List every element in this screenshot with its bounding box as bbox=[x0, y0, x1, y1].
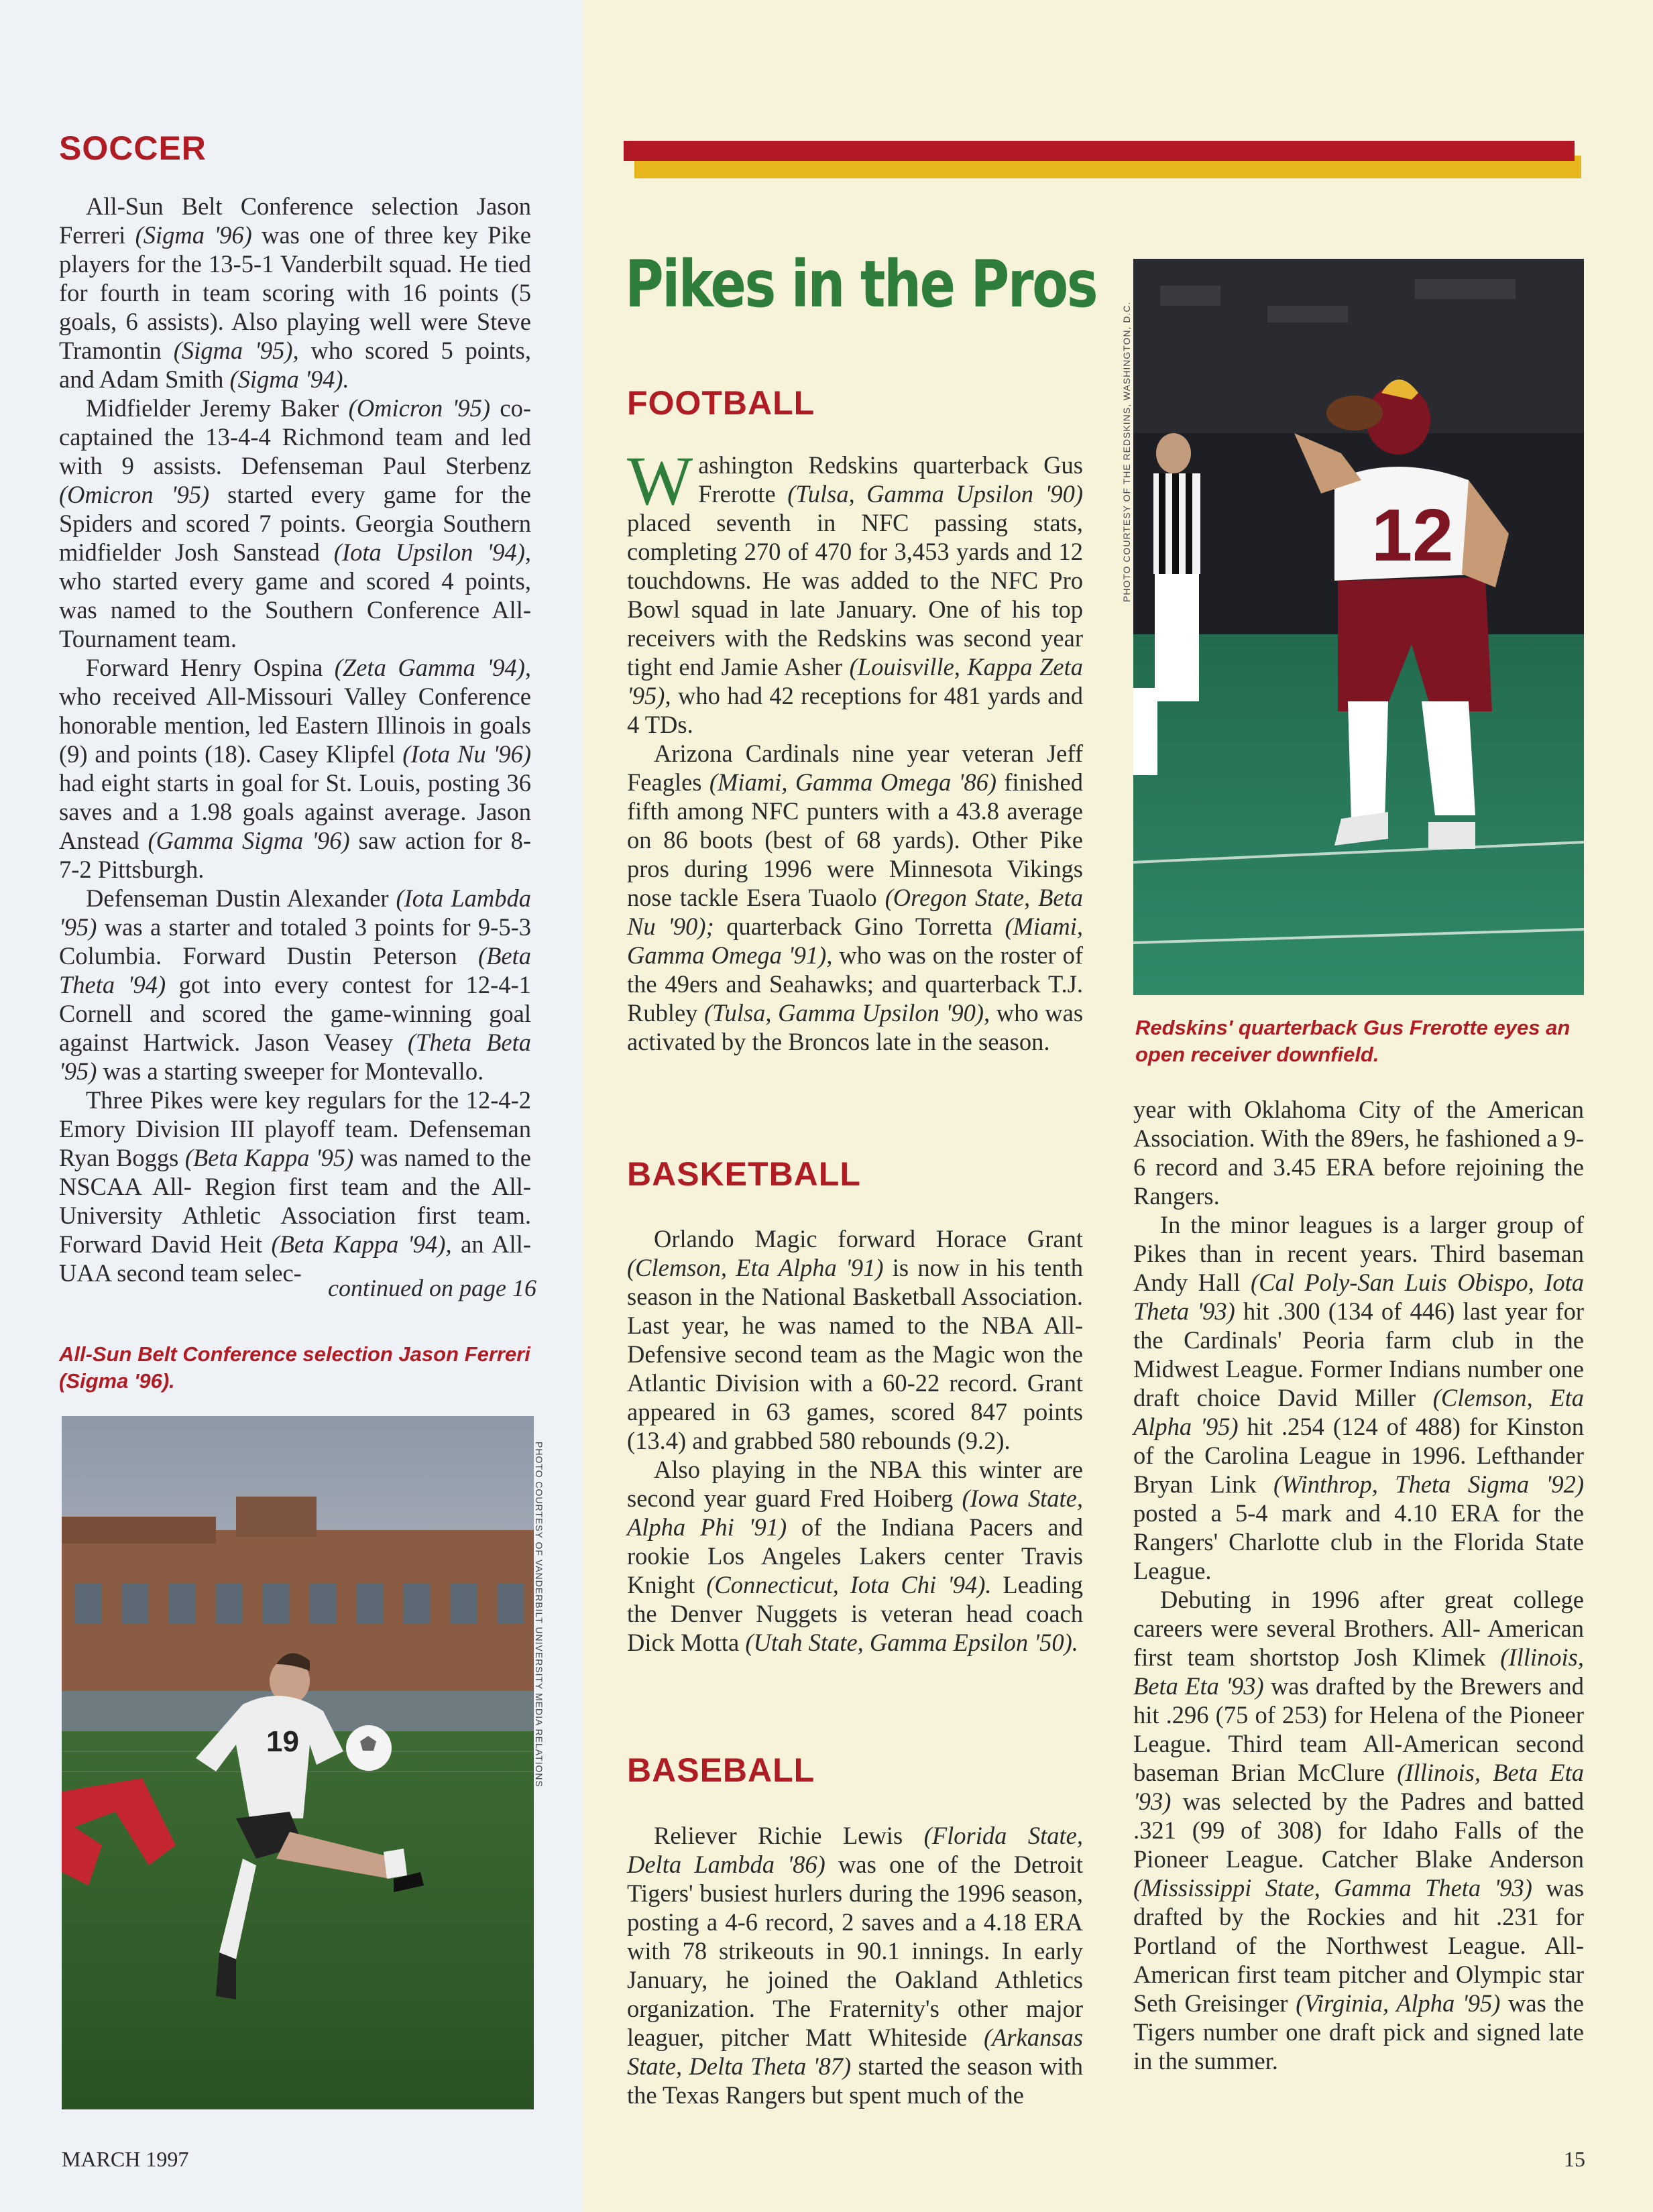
soccer-photo-credit: PHOTO COURTESY OF VANDERBILT UNIVERSITY MEDIA RELATIONS bbox=[534, 1442, 545, 1788]
baseball-heading: BASEBALL bbox=[627, 1751, 815, 1789]
chapter-affiliation: (Miami, Gamma Omega '86) bbox=[709, 768, 997, 796]
article-text: was drafted by the Brewers and hit .296 (75 of 253) for Helena of the Pioneer League. Third team All-American second baseman Brian McClure bbox=[1133, 1672, 1584, 1786]
article-text: who started every game and scored 4 points, was named to the Southern Conference All-Tournament team. bbox=[59, 567, 531, 652]
article-text: In the minor leagues is a larger group of Pikes than in recent years. Third baseman Andy Hall bbox=[1133, 1211, 1584, 1296]
football-photo-credit: PHOTO COURTESY OF THE REDSKINS, WASHINGTON, D.C. bbox=[1121, 301, 1132, 602]
article-text: who was activated by the Broncos late in the season. bbox=[627, 999, 1084, 1055]
chapter-affiliation: (Oregon State, Beta Nu '90); bbox=[627, 884, 1083, 940]
baseball-article bbox=[627, 1821, 1083, 2109]
chapter-affiliation: (Illinois, Beta Eta '93) bbox=[1133, 1759, 1584, 1815]
chapter-affiliation: (Iowa State, Alpha Phi '91) bbox=[627, 1485, 1083, 1541]
article-text: year with Oklahoma City of the American Association. With the 89ers, he fashioned a 9-6 record and 3.45 ERA before rejoining the Rangers. bbox=[1133, 1096, 1584, 1210]
article-text: was a starter and totaled 3 points for 9-5-3 Columbia. Forward Dustin Peterson bbox=[59, 913, 531, 970]
chapter-affiliation: (Zeta Gamma '94), bbox=[334, 654, 531, 681]
article-paragraph bbox=[627, 1224, 1083, 1455]
article-text: hit .300 (134 of 446) last year for the Cardinals' Peoria farm club in the Midwest League. Former Indians number one draft choice David Miller bbox=[1133, 1297, 1584, 1411]
chapter-affiliation: (Iota Upsilon '94), bbox=[333, 538, 531, 566]
chapter-affiliation: (Illinois, Beta Eta '93) bbox=[1133, 1643, 1584, 1700]
football-heading: FOOTBALL bbox=[627, 384, 815, 422]
article-paragraph bbox=[627, 1821, 1083, 2109]
chapter-affiliation: (Sigma '95), bbox=[173, 337, 299, 364]
continued-note: continued on page 16 bbox=[328, 1275, 536, 1301]
article-text: quarterback Gino Torretta bbox=[714, 913, 1005, 940]
soccer-photo-caption: All-Sun Belt Conference selection Jason Ferreri (Sigma '96). bbox=[59, 1342, 530, 1393]
chapter-affiliation: (Sigma '96) bbox=[135, 221, 252, 249]
chapter-affiliation: (Florida State, Delta Lambda '86) bbox=[627, 1822, 1083, 1878]
article-text: Debuting in 1996 after great college careers were several Brothers. All- American first team shortstop Josh Klimek bbox=[1133, 1586, 1584, 1671]
chapter-affiliation: (Theta Beta '95) bbox=[59, 1029, 531, 1085]
article-text: who received All-Missouri Valley Conference honorable mention, led Eastern Illinois in goals (9) and points (18). Casey Klipfel bbox=[59, 683, 531, 768]
chapter-affiliation: (Cal Poly-San Luis Obispo, Iota Theta '93) bbox=[1133, 1269, 1584, 1325]
chapter-affiliation: (Connecticut, Iota Chi '94). bbox=[706, 1571, 992, 1598]
chapter-affiliation: (Beta Kappa '95) bbox=[184, 1144, 354, 1171]
article-text: finished fifth among NFC punters with a 43.8 average on 86 boots (best of 68 yards). Other Pike pros during 1996 were Minnesota Vikings nose tackle Esera Tuaolo bbox=[627, 768, 1083, 911]
chapter-affiliation: (Arkansas State, Delta Theta '87) bbox=[627, 2024, 1083, 2080]
chapter-affiliation: (Mississippi State, Gamma Theta '93) bbox=[1133, 1874, 1532, 1902]
article-text: Three Pikes were key regulars for the 12-4-2 Emory Division III playoff team. Defenseman Ryan Boggs bbox=[59, 1086, 531, 1171]
article-text: was selected by the Padres and batted .321 (99 of 308) for Idaho Falls of the Pioneer League. Catcher Blake Anderson bbox=[1133, 1788, 1584, 1873]
article-paragraph bbox=[1133, 1210, 1584, 1585]
chapter-affiliation: (Gamma Sigma '96) bbox=[148, 827, 350, 854]
article-text: saw action for 8-7-2 Pittsburgh. bbox=[59, 827, 531, 883]
article-text: ashington Redskins quarterback Gus Frerotte bbox=[698, 451, 1083, 508]
football-jersey-number: 12 bbox=[1371, 494, 1454, 577]
article-paragraph bbox=[1133, 1095, 1584, 1210]
page-number: 15 bbox=[1564, 2147, 1585, 2171]
soccer-photo bbox=[62, 1416, 534, 2109]
article-paragraph bbox=[59, 1086, 531, 1287]
article-text: Orlando Magic forward Horace Grant bbox=[654, 1225, 1083, 1253]
article-paragraph bbox=[627, 1455, 1083, 1657]
football-photo bbox=[1133, 259, 1584, 995]
football-photo-caption: Redskins' quarterback Gus Frerotte eyes an open receiver downfield. bbox=[1135, 1016, 1571, 1066]
soccer-heading: SOCCER bbox=[59, 129, 207, 167]
article-paragraph bbox=[59, 653, 531, 884]
article-text: All-Sun Belt Conference selection Jason Ferreri bbox=[59, 192, 531, 249]
article-paragraph bbox=[59, 884, 531, 1086]
chapter-affiliation: (Louisville, Kappa Zeta '95), bbox=[627, 653, 1084, 709]
article-text: Forward Henry Ospina bbox=[86, 654, 335, 681]
soccer-jersey-number: 19 bbox=[266, 1725, 299, 1758]
article-text: co-captained the 13-4-4 Richmond team and led with 9 assists. Defenseman Paul Sterbenz bbox=[59, 394, 531, 479]
chapter-affiliation: (Iota Lambda '95) bbox=[59, 884, 532, 941]
article-text: was a starting sweeper for Montevallo. bbox=[97, 1057, 484, 1085]
article-text: was one of the Detroit Tigers' busiest hurlers during the 1996 season, posting a 4-6 record, 2 saves and a 4.18 ERA with 78 strikeouts in 90.1 innings. In early January, he joined the Oakland Athletics organization. The Fraternity's other major leaguer, pitcher Matt Whiteside bbox=[627, 1851, 1083, 2051]
article-text: Also playing in the NBA this winter are second year guard Fred Hoiberg bbox=[627, 1456, 1083, 1512]
article-paragraph bbox=[627, 739, 1083, 1056]
article-text: placed seventh in NFC passing stats, completing 270 of 470 for 3,453 yards and 12 touchdowns. He was added to the NFC Pro Bowl squad in late January. One of his top receivers with the Redskins was second year tight end Jamie Asher bbox=[627, 509, 1083, 681]
chapter-affiliation: (Clemson, Eta Alpha '95) bbox=[1133, 1384, 1585, 1440]
football-article bbox=[627, 443, 1084, 1056]
article-text: got into every contest for 12-4-1 Cornell and scored the game-winning goal against Hartwick. Jason Veasey bbox=[59, 971, 531, 1056]
article-text: is now in his tenth season in the National Basketball Association. Last year, he was named to the NBA All-Defensive second team as the Magic won the Atlantic Division with a 60-22 record. Grant appeared in 63 games, scored 847 points (13.4) and grabbed 580 rebounds (9.2). bbox=[627, 1254, 1083, 1454]
issue-date: MARCH 1997 bbox=[62, 2147, 189, 2171]
chapter-affiliation: (Beta Kappa '94), bbox=[271, 1230, 452, 1258]
header-banner-red bbox=[624, 141, 1575, 161]
article-text: hit .254 (124 of 488) for Kinston of the Carolina League in 1996. Lefthander Bryan Link bbox=[1133, 1413, 1584, 1498]
article-text: who was on the roster of the 49ers and Seahawks; and quarterback T.J. Rubley bbox=[627, 941, 1083, 1027]
article-text: who had 42 receptions for 481 yards and 4 TDs. bbox=[627, 682, 1083, 738]
basketball-article bbox=[627, 1224, 1083, 1657]
article-text: an All-UAA second team selec- bbox=[59, 1230, 531, 1287]
chapter-affiliation: (Utah State, Gamma Epsilon '50). bbox=[745, 1629, 1078, 1656]
article-text: who scored 5 points, and Adam Smith bbox=[59, 337, 531, 393]
chapter-affiliation: (Virginia, Alpha '95) bbox=[1296, 1989, 1501, 2017]
article-paragraph bbox=[1133, 1585, 1584, 2075]
chapter-affiliation: (Iota Nu '96) bbox=[402, 740, 531, 768]
article-text: started every game for the Spiders and scored 7 points. Georgia Southern midfielder Josh Sanstead bbox=[59, 481, 532, 566]
article-text: Defenseman Dustin Alexander bbox=[86, 884, 396, 912]
article-text: Midfielder Jeremy Baker bbox=[86, 394, 349, 422]
article-text: had eight starts in goal for St. Louis, posting 36 saves and a 1.98 goals against average. Jason Anstead bbox=[59, 769, 531, 854]
page-title: Pikes in the Pros bbox=[625, 247, 1097, 322]
article-text: posted a 5-4 mark and 4.10 ERA for the Rangers' Charlotte club in the Florida State League. bbox=[1133, 1499, 1584, 1584]
article-text: started the season with the Texas Rangers but spent much of the bbox=[627, 2052, 1083, 2109]
chapter-affiliation: (Sigma '94). bbox=[229, 365, 349, 393]
chapter-affiliation: (Winthrop, Theta Sigma '92) bbox=[1273, 1470, 1585, 1498]
article-paragraph bbox=[59, 394, 531, 653]
chapter-affiliation: (Omicron '95) bbox=[348, 394, 491, 422]
soccer-article bbox=[59, 192, 531, 1287]
article-text: Arizona Cardinals nine year veteran Jeff Feagles bbox=[627, 740, 1083, 796]
drop-cap: W bbox=[627, 443, 693, 520]
article-paragraph bbox=[627, 443, 1084, 739]
chapter-affiliation: (Beta Theta '94) bbox=[59, 942, 531, 998]
article-text: was drafted by the Rockies and hit .231 for Portland of the Northwest League. All- American first team pitcher and Olympic star Seth Greisinger bbox=[1133, 1874, 1585, 2017]
article-paragraph bbox=[59, 192, 531, 394]
basketball-heading: BASKETBALL bbox=[627, 1155, 861, 1193]
article-text: was one of three key Pike players for the 13-5-1 Vanderbilt squad. He tied for fourth in team scoring with 16 points (5 goals, 6 assists). Also playing well were Steve Tramontin bbox=[59, 221, 531, 364]
chapter-affiliation: (Miami, Gamma Omega '91), bbox=[627, 913, 1083, 969]
article-text: was the Tigers number one draft pick and signed late in the summer. bbox=[1133, 1989, 1584, 2075]
article-text: of the Indiana Pacers and rookie Los Angeles Lakers center Travis Knight bbox=[627, 1513, 1083, 1598]
article-text: Reliever Richie Lewis bbox=[654, 1822, 924, 1849]
chapter-affiliation: (Omicron '95) bbox=[59, 481, 210, 508]
chapter-affiliation: (Tulsa, Gamma Upsilon '90), bbox=[704, 999, 990, 1027]
article-text: was named to the NSCAA All- Region first team and the All-University Athletic Association first team. Forward David Heit bbox=[59, 1144, 531, 1258]
chapter-affiliation: (Clemson, Eta Alpha '91) bbox=[627, 1254, 884, 1281]
baseball-article-continued bbox=[1133, 1095, 1584, 2075]
article-text: Leading the Denver Nuggets is veteran head coach Dick Motta bbox=[627, 1571, 1083, 1656]
chapter-affiliation: (Tulsa, Gamma Upsilon '90) bbox=[787, 480, 1084, 508]
